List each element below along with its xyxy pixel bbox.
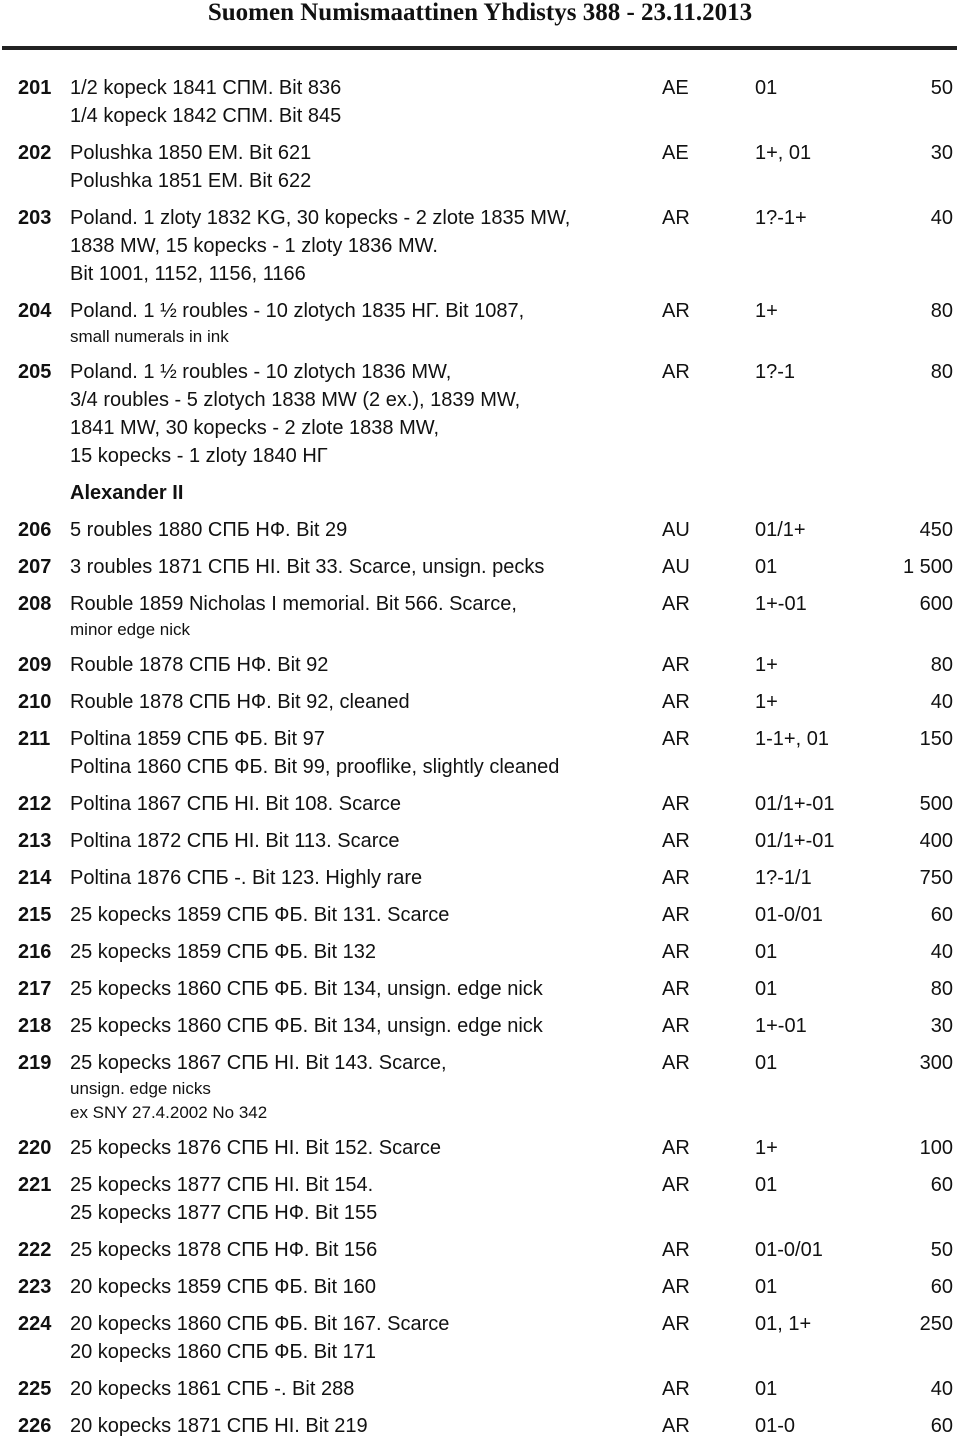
lot-row (0, 1236, 960, 1264)
lot-price: 30 (930, 1015, 953, 1037)
lot-note: minor edge nick (70, 620, 191, 639)
lot-metal: AR (662, 904, 690, 926)
lot-price: 60 (930, 904, 953, 926)
lot-price: 100 (919, 1137, 953, 1159)
lot-number: 222 (18, 1239, 52, 1261)
lot-metal: AR (662, 1415, 690, 1437)
lot-price: 80 (930, 361, 953, 383)
lot-number: 218 (18, 1015, 52, 1037)
lot-number: 204 (18, 300, 52, 322)
lot-grade: 01 (755, 1378, 778, 1400)
lot-row (0, 74, 960, 130)
lot-line (0, 74, 960, 102)
lot-row (0, 827, 960, 855)
lot-description: Polushka 1851 ЕМ. Bit 622 (70, 170, 312, 192)
lot-number: 219 (18, 1052, 52, 1074)
lot-price: 300 (919, 1052, 953, 1074)
lot-metal: AU (662, 556, 690, 578)
lot-line (0, 442, 960, 470)
lot-line (0, 864, 960, 892)
lot-line (0, 102, 960, 130)
lot-description: Rouble 1878 СПБ НФ. Bit 92, cleaned (70, 691, 410, 713)
lot-price: 30 (930, 142, 953, 164)
lot-grade: 1?-1/1 (755, 867, 812, 889)
lot-description: 25 kopecks 1860 СПБ ФБ. Bit 134, unsign. edge nick (70, 978, 543, 1000)
lot-line (0, 975, 960, 1003)
lot-description: 3/4 roubles - 5 zlotych 1838 MW (2 ex.), 1839 MW, (70, 389, 521, 411)
lot-line (0, 414, 960, 442)
lot-row (0, 864, 960, 892)
lot-row (0, 1012, 960, 1040)
lot-number: 216 (18, 941, 52, 963)
lot-row (0, 790, 960, 818)
lot-description: 1841 MW, 30 kopecks - 2 zlote 1838 MW, (70, 417, 440, 439)
lot-line (0, 901, 960, 929)
lot-price: 40 (930, 1378, 953, 1400)
lot-description: Polushka 1850 ЕМ. Bit 621 (70, 142, 312, 164)
lot-line (0, 1310, 960, 1338)
lot-row (0, 139, 960, 195)
lot-description: 20 kopecks 1860 СПБ ФБ. Bit 167. Scarce (70, 1313, 450, 1335)
lot-line (0, 553, 960, 581)
lot-number: 217 (18, 978, 52, 1000)
lot-grade: 1+ (755, 654, 778, 676)
lot-line (0, 1049, 960, 1077)
lot-row (0, 1049, 960, 1125)
lot-row (0, 725, 960, 781)
lot-description: Poland. 1 zloty 1832 KG, 30 kopecks - 2 zlote 1835 MW, (70, 207, 571, 229)
lot-row (0, 688, 960, 716)
lot-line (0, 386, 960, 414)
lot-row (0, 553, 960, 581)
lot-description: 25 kopecks 1877 СПБ НФ. Bit 155 (70, 1202, 378, 1224)
lot-description: 25 kopecks 1859 СПБ ФБ. Bit 132 (70, 941, 376, 963)
lot-note: small numerals in ink (70, 327, 229, 346)
lot-line (0, 167, 960, 195)
lot-metal: AU (662, 519, 690, 541)
lot-description: 15 kopecks - 1 zloty 1840 НГ (70, 445, 328, 467)
lot-description: Poltina 1860 СПБ ФБ. Bit 99, prooflike, slightly cleaned (70, 756, 560, 778)
section-heading: Alexander II (70, 482, 184, 504)
lot-line (0, 790, 960, 818)
lot-description: 20 kopecks 1860 СПБ ФБ. Bit 171 (70, 1341, 376, 1363)
lot-grade: 1-1+, 01 (755, 728, 829, 750)
lot-price: 400 (919, 830, 953, 852)
lot-metal: AR (662, 941, 690, 963)
lot-description: 25 kopecks 1878 СПБ НФ. Bit 156 (70, 1239, 378, 1261)
lot-metal: AR (662, 654, 690, 676)
lot-number: 202 (18, 142, 52, 164)
lot-metal: AR (662, 361, 690, 383)
lot-note-line (0, 325, 960, 349)
lot-line (0, 1375, 960, 1403)
lot-number: 224 (18, 1313, 52, 1335)
lot-grade: 1+ (755, 1137, 778, 1159)
lot-number: 209 (18, 654, 52, 676)
lot-line (0, 753, 960, 781)
lot-price: 80 (930, 978, 953, 1000)
lot-grade: 01/1+-01 (755, 793, 835, 815)
lot-metal: AR (662, 867, 690, 889)
lot-grade: 01 (755, 1276, 778, 1298)
lot-grade: 1+-01 (755, 1015, 807, 1037)
lot-metal: AR (662, 1137, 690, 1159)
lot-metal: AR (662, 1239, 690, 1261)
lot-line (0, 260, 960, 288)
lot-line (0, 139, 960, 167)
lot-row (0, 1171, 960, 1227)
lot-number: 226 (18, 1415, 52, 1437)
lot-number: 221 (18, 1174, 52, 1196)
lot-description: 25 kopecks 1877 СПБ НI. Bit 154. (70, 1174, 374, 1196)
lot-description: 1838 MW, 15 kopecks - 1 zloty 1836 MW. (70, 235, 438, 257)
lot-line (0, 232, 960, 260)
lot-line (0, 688, 960, 716)
lot-number: 201 (18, 77, 52, 99)
lot-line (0, 725, 960, 753)
lot-metal: AR (662, 1276, 690, 1298)
lot-description: 20 kopecks 1859 СПБ ФБ. Bit 160 (70, 1276, 376, 1298)
lot-description: Poltina 1876 СПБ -. Bit 123. Highly rare (70, 867, 423, 889)
lot-description: Bit 1001, 1152, 1156, 1166 (70, 263, 306, 285)
lot-price: 750 (919, 867, 953, 889)
header-divider (2, 46, 957, 50)
lot-number: 203 (18, 207, 52, 229)
lot-grade: 01-0/01 (755, 904, 823, 926)
lot-grade: 01 (755, 1052, 778, 1074)
lot-price: 150 (919, 728, 953, 750)
lot-description: 25 kopecks 1876 СПБ НI. Bit 152. Scarce (70, 1137, 442, 1159)
lot-line (0, 938, 960, 966)
lot-grade: 1?-1 (755, 361, 796, 383)
lot-price: 500 (919, 793, 953, 815)
lot-row (0, 1134, 960, 1162)
lot-line (0, 651, 960, 679)
lot-line (0, 1171, 960, 1199)
lot-description: 1/2 kopeck 1841 СПМ. Bit 836 (70, 77, 342, 99)
lot-grade: 1+-01 (755, 593, 807, 615)
lot-row (0, 204, 960, 288)
lot-metal: AE (662, 142, 689, 164)
lot-number: 214 (18, 867, 52, 889)
lot-line (0, 204, 960, 232)
lot-price: 60 (930, 1276, 953, 1298)
lot-price: 50 (930, 1239, 953, 1261)
lot-line (0, 1199, 960, 1227)
lot-description: Poltina 1872 СПБ НI. Bit 113. Scarce (70, 830, 400, 852)
lot-grade: 1?-1+ (755, 207, 807, 229)
lot-price: 60 (930, 1415, 953, 1437)
lot-metal: AE (662, 77, 689, 99)
lot-number: 210 (18, 691, 52, 713)
lot-row (0, 901, 960, 929)
lot-number: 206 (18, 519, 52, 541)
lot-number: 225 (18, 1378, 52, 1400)
lot-description: 20 kopecks 1871 СПБ НI. Bit 219 (70, 1415, 368, 1437)
lot-price: 450 (919, 519, 953, 541)
lot-line (0, 1273, 960, 1301)
lot-line (0, 1012, 960, 1040)
lot-number: 215 (18, 904, 52, 926)
lot-grade: 01-0/01 (755, 1239, 823, 1261)
lot-grade: 01 (755, 941, 778, 963)
lot-number: 211 (18, 728, 51, 750)
lot-price: 600 (919, 593, 953, 615)
lot-line (0, 358, 960, 386)
lot-grade: 1+ (755, 300, 778, 322)
lot-number: 213 (18, 830, 52, 852)
lot-description: Poltina 1867 СПБ НI. Bit 108. Scarce (70, 793, 401, 815)
lot-price: 1 500 (902, 556, 953, 578)
lot-grade: 01 (755, 556, 778, 578)
lot-grade: 01, 1+ (755, 1313, 812, 1335)
lot-metal: AR (662, 978, 690, 1000)
lot-description: Poltina 1859 СПБ ФБ. Bit 97 (70, 728, 325, 750)
section-heading-row (0, 479, 960, 507)
lot-metal: AR (662, 1052, 690, 1074)
lot-grade: 01/1+ (755, 519, 806, 541)
lot-note-line (0, 1077, 960, 1101)
lot-description: Poland. 1 ½ roubles - 10 zlotych 1835 НГ. Bit 1087, (70, 300, 525, 322)
lot-price: 50 (930, 77, 953, 99)
lot-description: 1/4 kopeck 1842 СПМ. Bit 845 (70, 105, 342, 127)
lot-line (0, 1412, 960, 1440)
lot-row (0, 1310, 960, 1366)
lot-line (0, 1236, 960, 1264)
lot-price: 80 (930, 300, 953, 322)
lot-description: Poland. 1 ½ roubles - 10 zlotych 1836 MW, (70, 361, 452, 383)
lot-number: 212 (18, 793, 52, 815)
lot-line (0, 827, 960, 855)
lot-price: 250 (919, 1313, 953, 1335)
lot-row (0, 297, 960, 349)
lot-line (0, 297, 960, 325)
lot-price: 40 (930, 941, 953, 963)
lot-list (0, 74, 960, 1449)
lot-description: Rouble 1878 СПБ НФ. Bit 92 (70, 654, 329, 676)
lot-row (0, 516, 960, 544)
lot-metal: AR (662, 728, 690, 750)
lot-metal: AR (662, 593, 690, 615)
lot-grade: 1+ (755, 691, 778, 713)
lot-description: 25 kopecks 1859 СПБ ФБ. Bit 131. Scarce (70, 904, 450, 926)
lot-row (0, 975, 960, 1003)
lot-number: 220 (18, 1137, 52, 1159)
lot-row (0, 358, 960, 470)
lot-description: 25 kopecks 1860 СПБ ФБ. Bit 134, unsign. edge nick (70, 1015, 543, 1037)
lot-grade: 1+, 01 (755, 142, 812, 164)
lot-row (0, 651, 960, 679)
lot-description: 20 kopecks 1861 СПБ -. Bit 288 (70, 1378, 355, 1400)
lot-metal: AR (662, 1313, 690, 1335)
lot-metal: AR (662, 1015, 690, 1037)
lot-note: unsign. edge nicks (70, 1079, 211, 1098)
lot-price: 60 (930, 1174, 953, 1196)
lot-row (0, 1412, 960, 1440)
lot-row (0, 938, 960, 966)
lot-price: 80 (930, 654, 953, 676)
lot-note-line (0, 618, 960, 642)
lot-metal: AR (662, 1378, 690, 1400)
lot-number: 223 (18, 1276, 52, 1298)
lot-grade: 01 (755, 1174, 778, 1196)
lot-grade: 01-0 (755, 1415, 796, 1437)
lot-grade: 01/1+-01 (755, 830, 835, 852)
lot-number: 205 (18, 361, 52, 383)
lot-grade: 01 (755, 77, 778, 99)
lot-description: 5 roubles 1880 СПБ НФ. Bit 29 (70, 519, 348, 541)
lot-price: 40 (930, 691, 953, 713)
lot-description: 25 kopecks 1867 СПБ НI. Bit 143. Scarce, (70, 1052, 447, 1074)
lot-metal: AR (662, 691, 690, 713)
lot-description: Rouble 1859 Nicholas I memorial. Bit 566. Scarce, (70, 593, 517, 615)
lot-number: 208 (18, 593, 52, 615)
lot-line (0, 1134, 960, 1162)
lot-price: 40 (930, 207, 953, 229)
lot-row (0, 1273, 960, 1301)
lot-note-line (0, 1101, 960, 1125)
lot-row (0, 590, 960, 642)
section-line (0, 479, 960, 507)
lot-description: 3 roubles 1871 СПБ НI. Bit 33. Scarce, unsign. pecks (70, 556, 545, 578)
lot-line (0, 1338, 960, 1366)
lot-metal: AR (662, 207, 690, 229)
lot-note: ex SNY 27.4.2002 No 342 (70, 1103, 268, 1122)
lot-grade: 01 (755, 978, 778, 1000)
lot-row (0, 1375, 960, 1403)
lot-number: 207 (18, 556, 52, 578)
lot-metal: AR (662, 300, 690, 322)
lot-metal: AR (662, 1174, 690, 1196)
lot-metal: AR (662, 830, 690, 852)
page-header: Suomen Numismaattinen Yhdistys 388 - 23.11.2013 (207, 0, 753, 26)
lot-line (0, 590, 960, 618)
lot-metal: AR (662, 793, 690, 815)
lot-line (0, 516, 960, 544)
